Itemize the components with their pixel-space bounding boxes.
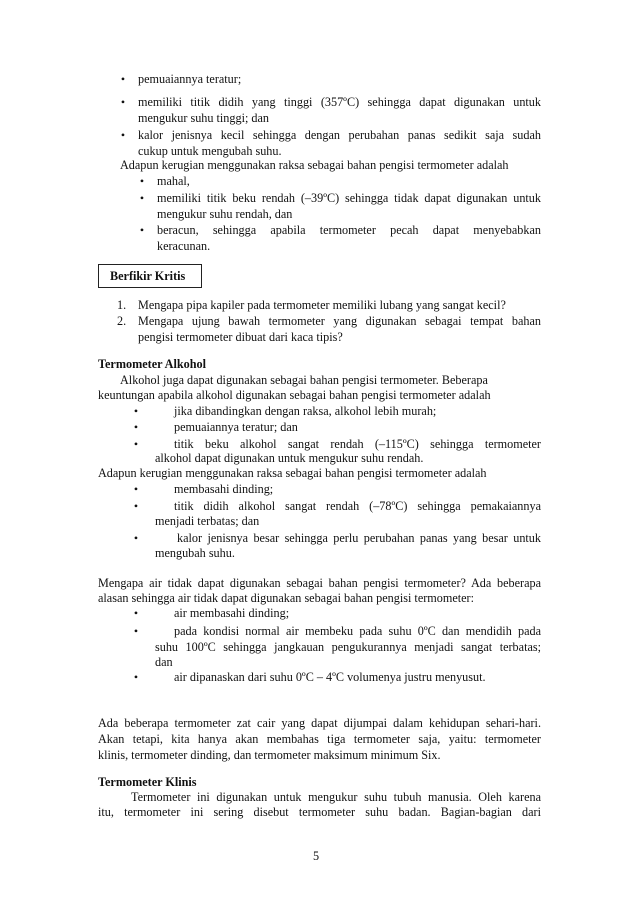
- list-item: air dipanaskan dari suhu 0ºC – 4ºC volumenya justru menyusut.: [174, 670, 486, 684]
- question-text: Mengapa pipa kapiler pada termometer memiliki lubang yang sangat kecil?: [138, 298, 506, 312]
- list-item: beracun, sehingga apabila termometer pecah dapat menyebabkan: [157, 223, 541, 237]
- list-item: kalor jenisnya besar sehingga perlu perubahan panas yang besar untuk: [177, 531, 541, 545]
- bullet-icon: •: [120, 128, 126, 142]
- list-item-continuation: cukup untuk mengubah suhu.: [138, 144, 282, 158]
- list-item-continuation: mengukur suhu tinggi; dan: [138, 111, 270, 125]
- paragraph-line: alasan sehingga air tidak dapat digunakan sebagai bahan pengisi termometer:: [98, 591, 474, 605]
- list-item-continuation: mengukur suhu rendah, dan: [157, 207, 293, 221]
- list-item: pemuaiannya teratur;: [138, 72, 242, 86]
- list-item-continuation: mengubah suhu.: [155, 546, 235, 560]
- paragraph-line: Ada beberapa termometer zat cair yang dapat dijumpai dalam kehidupan sehari-hari.: [98, 716, 541, 730]
- list-item: membasahi dinding;: [174, 482, 274, 496]
- list-item: air membasahi dinding;: [174, 606, 290, 620]
- list-item: titik beku alkohol sangat rendah (–115ºC) sehingga termometer: [174, 437, 541, 451]
- bullet-icon: •: [133, 420, 139, 434]
- list-item: pada kondisi normal air membeku pada suhu 0ºC dan mendidih pada: [174, 624, 541, 638]
- paragraph-line: itu, termometer ini sering disebut termometer suhu badan. Bagian-bagian dari: [98, 805, 541, 819]
- list-item-continuation: keracunan.: [157, 239, 211, 253]
- list-item: kalor jenisnya kecil sehingga dengan perubahan panas sedikit saja sudah: [138, 128, 541, 142]
- bullet-icon: •: [133, 404, 139, 418]
- bullet-icon: •: [120, 72, 126, 86]
- list-item-continuation: suhu 100ºC sehingga jangkauan pengukurannya menjadi sangat terbatas;: [155, 640, 541, 654]
- bullet-icon: •: [120, 95, 126, 109]
- section-heading-alkohol: Termometer Alkohol: [98, 357, 206, 371]
- question-number: 2.: [117, 314, 127, 328]
- paragraph-line: Alkohol juga dapat digunakan sebagai bahan pengisi termometer. Beberapa: [120, 373, 488, 387]
- bullet-icon: •: [133, 499, 139, 513]
- list-item-continuation: alkohol dapat digunakan untuk mengukur suhu rendah.: [155, 451, 424, 465]
- list-item: mahal,: [157, 174, 190, 188]
- berfikir-kritis-title: Berfikir Kritis: [110, 269, 186, 283]
- bullet-icon: •: [133, 482, 139, 496]
- bullet-icon: •: [139, 191, 145, 205]
- bullet-icon: •: [133, 437, 139, 451]
- bullet-icon: •: [133, 624, 139, 638]
- list-item: memiliki titik didih yang tinggi (357ºC) sehingga dapat digunakan untuk: [138, 95, 541, 109]
- bullet-icon: •: [139, 223, 145, 237]
- bullet-icon: •: [133, 531, 139, 545]
- list-item: memiliki titik beku rendah (–39ºC) sehingga tidak dapat digunakan untuk: [157, 191, 541, 205]
- list-item-continuation: menjadi terbatas; dan: [155, 514, 260, 528]
- bullet-icon: •: [133, 670, 139, 684]
- paragraph-line: keuntungan apabila alkohol digunakan sebagai bahan pengisi termometer adalah: [98, 388, 491, 402]
- berfikir-kritis-box: [98, 264, 202, 288]
- list-item: titik didih alkohol sangat rendah (–78ºC) sehingga pemakaiannya: [174, 499, 541, 513]
- bullet-icon: •: [133, 606, 139, 620]
- section-heading-klinis: Termometer Klinis: [98, 775, 197, 789]
- bullet-icon: •: [139, 174, 145, 188]
- paragraph-line: Adapun kerugian menggunakan raksa sebagai bahan pengisi termometer adalah: [98, 466, 487, 480]
- page-number: 5: [313, 849, 320, 863]
- paragraph-line: Adapun kerugian menggunakan raksa sebagai bahan pengisi termometer adalah: [120, 158, 509, 172]
- question-text: Mengapa ujung bawah termometer yang digunakan sebagai tempat bahan: [138, 314, 541, 328]
- list-item-continuation: dan: [155, 655, 173, 669]
- question-text-continuation: pengisi termometer dibuat dari kaca tipis?: [138, 330, 343, 344]
- paragraph-line: Akan tetapi, kita hanya akan membahas tiga termometer saja, yaitu: termometer: [98, 732, 541, 746]
- paragraph-line: Termometer ini digunakan untuk mengukur suhu tubuh manusia. Oleh karena: [131, 790, 541, 804]
- paragraph-line: klinis, termometer dinding, dan termometer maksimum minimum Six.: [98, 748, 441, 762]
- paragraph-line: Mengapa air tidak dapat digunakan sebagai bahan pengisi termometer? Ada beberapa: [98, 576, 541, 590]
- list-item: jika dibandingkan dengan raksa, alkohol lebih murah;: [174, 404, 437, 418]
- question-number: 1.: [117, 298, 127, 312]
- list-item: pemuaiannya teratur; dan: [174, 420, 298, 434]
